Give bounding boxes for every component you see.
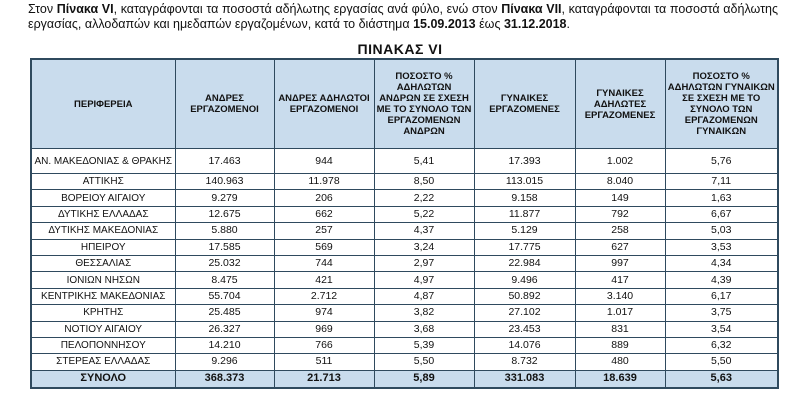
intro-paragraph xyxy=(28,2,778,32)
cell-women-employed: 113.015 xyxy=(474,174,575,190)
total-men-employed: 368.373 xyxy=(175,370,274,388)
cell-men-percent: 5,50 xyxy=(374,354,474,370)
cell-women-employed: 22.984 xyxy=(474,255,575,271)
cell-women-undeclared: 417 xyxy=(575,272,665,288)
cell-men-undeclared: 766 xyxy=(274,337,374,353)
cell-men-undeclared: 206 xyxy=(274,190,374,206)
cell-women-undeclared: 258 xyxy=(575,223,665,239)
cell-women-employed: 11.877 xyxy=(474,206,575,222)
table-row xyxy=(31,223,778,239)
table-row xyxy=(31,337,778,353)
table-title: ΠΙΝΑΚΑΣ VI xyxy=(357,41,443,57)
data-table xyxy=(30,58,779,389)
cell-men-undeclared: 257 xyxy=(274,223,374,239)
cell-women-percent: 6,32 xyxy=(665,337,778,353)
cell-men-undeclared: 974 xyxy=(274,305,374,321)
cell-women-undeclared: 3.140 xyxy=(575,288,665,304)
cell-women-employed: 9.496 xyxy=(474,272,575,288)
table-row xyxy=(31,239,778,255)
cell-women-percent: 6,67 xyxy=(665,206,778,222)
header-women-percent: ΠΟΣΟΣΤΟ % ΑΔΗΛΩΤΩΝ ΓΥΝΑΙΚΩΝ ΣΕ ΣΧΕΣΗ ΜΕ ΤΟ ΣΥΝΟΛΟ ΤΩΝ ΕΡΓΑΖΟΜΕΝΩΝ ΓΥΝΑΙΚΩΝ xyxy=(665,59,778,149)
cell-men-percent: 2,97 xyxy=(374,255,474,271)
table-row xyxy=(31,174,778,190)
intro-text-1: Στον xyxy=(28,2,57,16)
cell-women-employed: 14.076 xyxy=(474,337,575,353)
cell-women-undeclared: 1.017 xyxy=(575,305,665,321)
cell-men-employed: 9.279 xyxy=(175,190,274,206)
table-row xyxy=(31,255,778,271)
cell-women-percent: 7,11 xyxy=(665,174,778,190)
total-women-employed: 331.083 xyxy=(474,370,575,388)
cell-men-percent: 2,22 xyxy=(374,190,474,206)
cell-women-employed: 50.892 xyxy=(474,288,575,304)
cell-men-percent: 5,39 xyxy=(374,337,474,353)
total-label: ΣΥΝΟΛΟ xyxy=(31,370,175,388)
cell-women-percent: 5,03 xyxy=(665,223,778,239)
table-row xyxy=(31,206,778,222)
table-row xyxy=(31,190,778,206)
cell-women-employed: 17.393 xyxy=(474,149,575,174)
cell-region: ΒΟΡΕΙΟΥ ΑΙΓΑΙΟΥ xyxy=(31,190,175,206)
cell-region: ΣΤΕΡΕΑΣ ΕΛΛΑΔΑΣ xyxy=(31,354,175,370)
cell-men-employed: 25.485 xyxy=(175,305,274,321)
total-row xyxy=(31,370,778,388)
cell-men-percent: 5,41 xyxy=(374,149,474,174)
cell-men-percent: 4,37 xyxy=(374,223,474,239)
cell-men-employed: 26.327 xyxy=(175,321,274,337)
cell-women-employed: 8.732 xyxy=(474,354,575,370)
cell-women-percent: 3,75 xyxy=(665,305,778,321)
header-women-undeclared: ΓΥΝΑΙΚΕΣ ΑΔΗΛΩΤΕΣ ΕΡΓΑΖΟΜΕΝΕΣ xyxy=(575,59,665,149)
cell-women-undeclared: 889 xyxy=(575,337,665,353)
table-row xyxy=(31,321,778,337)
total-men-undeclared: 21.713 xyxy=(274,370,374,388)
cell-women-percent: 1,63 xyxy=(665,190,778,206)
cell-women-employed: 5.129 xyxy=(474,223,575,239)
cell-men-employed: 17.463 xyxy=(175,149,274,174)
cell-women-undeclared: 1.002 xyxy=(575,149,665,174)
cell-region: ΘΕΣΣΑΛΙΑΣ xyxy=(31,255,175,271)
cell-men-employed: 12.675 xyxy=(175,206,274,222)
cell-men-undeclared: 744 xyxy=(274,255,374,271)
cell-men-percent: 8,50 xyxy=(374,174,474,190)
intro-text-5: . xyxy=(566,17,570,31)
table-row xyxy=(31,272,778,288)
header-women-employed: ΓΥΝΑΙΚΕΣ ΕΡΓΑΖΟΜΕΝΕΣ xyxy=(474,59,575,149)
cell-women-percent: 4,39 xyxy=(665,272,778,288)
cell-women-undeclared: 997 xyxy=(575,255,665,271)
table-row xyxy=(31,305,778,321)
cell-women-percent: 5,76 xyxy=(665,149,778,174)
cell-region: ΔΥΤΙΚΗΣ ΜΑΚΕΔΟΝΙΑΣ xyxy=(31,223,175,239)
table-row xyxy=(31,288,778,304)
cell-women-percent: 5,50 xyxy=(665,354,778,370)
cell-region: ΝΟΤΙΟΥ ΑΙΓΑΙΟΥ xyxy=(31,321,175,337)
cell-women-undeclared: 480 xyxy=(575,354,665,370)
cell-men-employed: 17.585 xyxy=(175,239,274,255)
cell-men-undeclared: 2.712 xyxy=(274,288,374,304)
total-women-percent: 5,63 xyxy=(665,370,778,388)
cell-region: ΗΠΕΙΡΟΥ xyxy=(31,239,175,255)
cell-women-percent: 4,34 xyxy=(665,255,778,271)
intro-bold-table-vii: Πίνακα VII xyxy=(501,2,562,16)
cell-region: ΚΡΗΤΗΣ xyxy=(31,305,175,321)
cell-men-undeclared: 662 xyxy=(274,206,374,222)
cell-women-employed: 17.775 xyxy=(474,239,575,255)
cell-region: ΑΤΤΙΚΗΣ xyxy=(31,174,175,190)
cell-women-percent: 3,53 xyxy=(665,239,778,255)
cell-men-undeclared: 11.978 xyxy=(274,174,374,190)
intro-bold-end-date: 31.12.2018 xyxy=(503,17,567,31)
cell-region: ΙΟΝΙΩΝ ΝΗΣΩΝ xyxy=(31,272,175,288)
cell-women-employed: 9.158 xyxy=(474,190,575,206)
cell-women-undeclared: 627 xyxy=(575,239,665,255)
table-row xyxy=(31,149,778,174)
intro-text-2: , καταγράφονται τα ποσοστά αδήλωτης εργασίας ανά φύλο, ενώ στον xyxy=(113,2,502,16)
cell-men-employed: 8.475 xyxy=(175,272,274,288)
cell-men-undeclared: 511 xyxy=(274,354,374,370)
cell-men-employed: 140.963 xyxy=(175,174,274,190)
cell-men-percent: 3,82 xyxy=(374,305,474,321)
table-row xyxy=(31,354,778,370)
header-men-employed: ΑΝΔΡΕΣ ΕΡΓΑΖΟΜΕΝΟΙ xyxy=(175,59,274,149)
cell-region: ΠΕΛΟΠΟΝΝΗΣΟΥ xyxy=(31,337,175,353)
cell-men-percent: 4,87 xyxy=(374,288,474,304)
cell-men-employed: 55.704 xyxy=(175,288,274,304)
cell-women-employed: 27.102 xyxy=(474,305,575,321)
cell-women-percent: 6,17 xyxy=(665,288,778,304)
intro-text-3: , καταγράφονται τα ποσοστά αδήλωτης εργασίας, αλλοδαπών και ημεδαπών εργαζομένων, κατά το διάστημα xyxy=(28,2,778,31)
cell-women-undeclared: 792 xyxy=(575,206,665,222)
header-region: ΠΕΡΙΦΕΡΕΙΑ xyxy=(31,59,175,149)
cell-men-employed: 9.296 xyxy=(175,354,274,370)
cell-women-undeclared: 149 xyxy=(575,190,665,206)
cell-women-undeclared: 831 xyxy=(575,321,665,337)
cell-men-employed: 14.210 xyxy=(175,337,274,353)
cell-men-employed: 25.032 xyxy=(175,255,274,271)
cell-men-percent: 4,97 xyxy=(374,272,474,288)
cell-men-undeclared: 569 xyxy=(274,239,374,255)
total-men-percent: 5,89 xyxy=(374,370,474,388)
cell-men-undeclared: 421 xyxy=(274,272,374,288)
cell-men-undeclared: 969 xyxy=(274,321,374,337)
cell-region: ΚΕΝΤΡΙΚΗΣ ΜΑΚΕΔΟΝΙΑΣ xyxy=(31,288,175,304)
cell-men-percent: 3,24 xyxy=(374,239,474,255)
cell-men-undeclared: 944 xyxy=(274,149,374,174)
cell-women-undeclared: 8.040 xyxy=(575,174,665,190)
intro-text-4: έως xyxy=(475,17,504,31)
intro-bold-table-vi: Πίνακα VI xyxy=(56,2,114,16)
header-men-percent: ΠΟΣΟΣΤΟ % ΑΔΗΛΩΤΩΝ ΑΝΔΡΩΝ ΣΕ ΣΧΕΣΗ ΜΕ ΤΟ ΣΥΝΟΛΟ ΤΩΝ ΕΡΓΑΖΟΜΕΝΩΝ ΑΝΔΡΩΝ xyxy=(374,59,474,149)
intro-bold-start-date: 15.09.2013 xyxy=(413,17,476,31)
cell-men-employed: 5.880 xyxy=(175,223,274,239)
cell-men-percent: 3,68 xyxy=(374,321,474,337)
header-row xyxy=(31,59,778,149)
header-men-undeclared: ΑΝΔΡΕΣ ΑΔΗΛΩΤΟΙ ΕΡΓΑΖΟΜΕΝΟΙ xyxy=(274,59,374,149)
cell-men-percent: 5,22 xyxy=(374,206,474,222)
cell-region: ΔΥΤΙΚΗΣ ΕΛΛΑΔΑΣ xyxy=(31,206,175,222)
cell-region: ΑΝ. ΜΑΚΕΔΟΝΙΑΣ & ΘΡΑΚΗΣ xyxy=(31,149,175,174)
total-women-undeclared: 18.639 xyxy=(575,370,665,388)
cell-women-percent: 3,54 xyxy=(665,321,778,337)
cell-women-employed: 23.453 xyxy=(474,321,575,337)
